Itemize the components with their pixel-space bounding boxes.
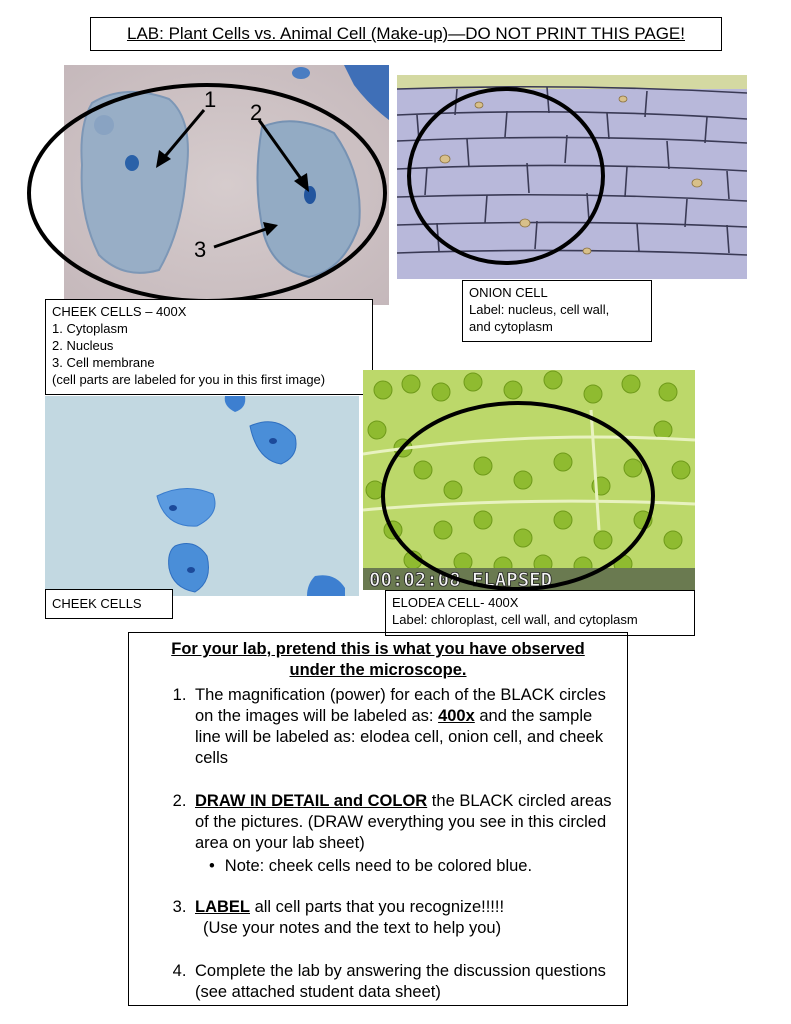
instructions-heading-line1: For your lab, pretend this is what you have observed xyxy=(171,640,585,658)
cheek-caption-2-title: CHEEK CELLS xyxy=(52,596,142,611)
page-title-text: LAB: Plant Cells vs. Animal Cell (Make-up)—DO NOT PRINT THIS PAGE! xyxy=(126,24,685,43)
elodea-cell-caption xyxy=(385,590,695,636)
page-title xyxy=(90,17,722,51)
step3-text: all cell parts that you recognize!!!!! xyxy=(250,898,505,916)
cheek-caption-item-1: 1. Cytoplasm xyxy=(52,321,128,336)
instruction-step-1 xyxy=(191,685,617,769)
cheek-caption-item-3: 3. Cell membrane xyxy=(52,355,155,370)
step1-text-a: The magnification (power) for each of the BLACK circles on the images will be labeled as: xyxy=(195,686,606,725)
elodea-caption-title: ELODEA CELL- 400X xyxy=(392,595,519,610)
step3-emphasis: LABEL xyxy=(195,898,250,916)
instructions-box xyxy=(128,632,628,1006)
step2-emphasis: DRAW IN DETAIL and COLOR xyxy=(195,792,428,810)
cheek-caption-note: (cell parts are labeled for you in this first image) xyxy=(52,372,326,387)
instructions-list xyxy=(139,685,617,1003)
onion-caption-line2: and cytoplasm xyxy=(469,319,553,334)
instruction-step-3 xyxy=(191,897,617,939)
cheek-caption-item-2: 2. Nucleus xyxy=(52,338,114,353)
cheek-cells-caption xyxy=(45,299,373,395)
instructions-heading xyxy=(139,639,617,681)
step2-text: the BLACK circled areas of the pictures. (DRAW everything you see in this circled area on your lab sheet) xyxy=(195,792,612,852)
step1-magnification: 400x xyxy=(438,707,475,725)
elodea-caption-line1: Label: chloroplast, cell wall, and cytoplasm xyxy=(392,612,638,627)
onion-circle-overlay xyxy=(406,86,606,266)
onion-caption-line1: Label: nucleus, cell wall, xyxy=(469,302,610,317)
cheek-caption-title: CHEEK CELLS – 400X xyxy=(52,304,187,319)
label-1: 1 xyxy=(204,87,217,112)
cheek-cells-caption-2 xyxy=(45,589,173,619)
label-3: 3 xyxy=(194,237,207,262)
elodea-circle-overlay xyxy=(380,400,656,592)
instruction-step-4: 4. Complete the lab by answering the discussion questions (see attached student data sheet) xyxy=(191,961,617,1003)
cheek-cells-image xyxy=(45,396,359,596)
instruction-step-2 xyxy=(191,791,617,877)
onion-cell-caption xyxy=(462,280,652,342)
instructions-heading-line2: under the microscope. xyxy=(289,661,467,679)
step3-note: (Use your notes and the text to help you) xyxy=(203,919,502,937)
cheek-circle-overlay xyxy=(26,82,388,304)
label-2: 2 xyxy=(250,100,263,125)
step2-note: • Note: cheek cells need to be colored blue. xyxy=(195,856,617,877)
elapsed-timer: 00:02:08 ELAPSED xyxy=(369,569,553,590)
step1-text-c: and the sample line will be labeled as: elodea cell, onion cell, and cheek cells xyxy=(195,707,604,767)
onion-caption-title: ONION CELL xyxy=(469,285,548,300)
